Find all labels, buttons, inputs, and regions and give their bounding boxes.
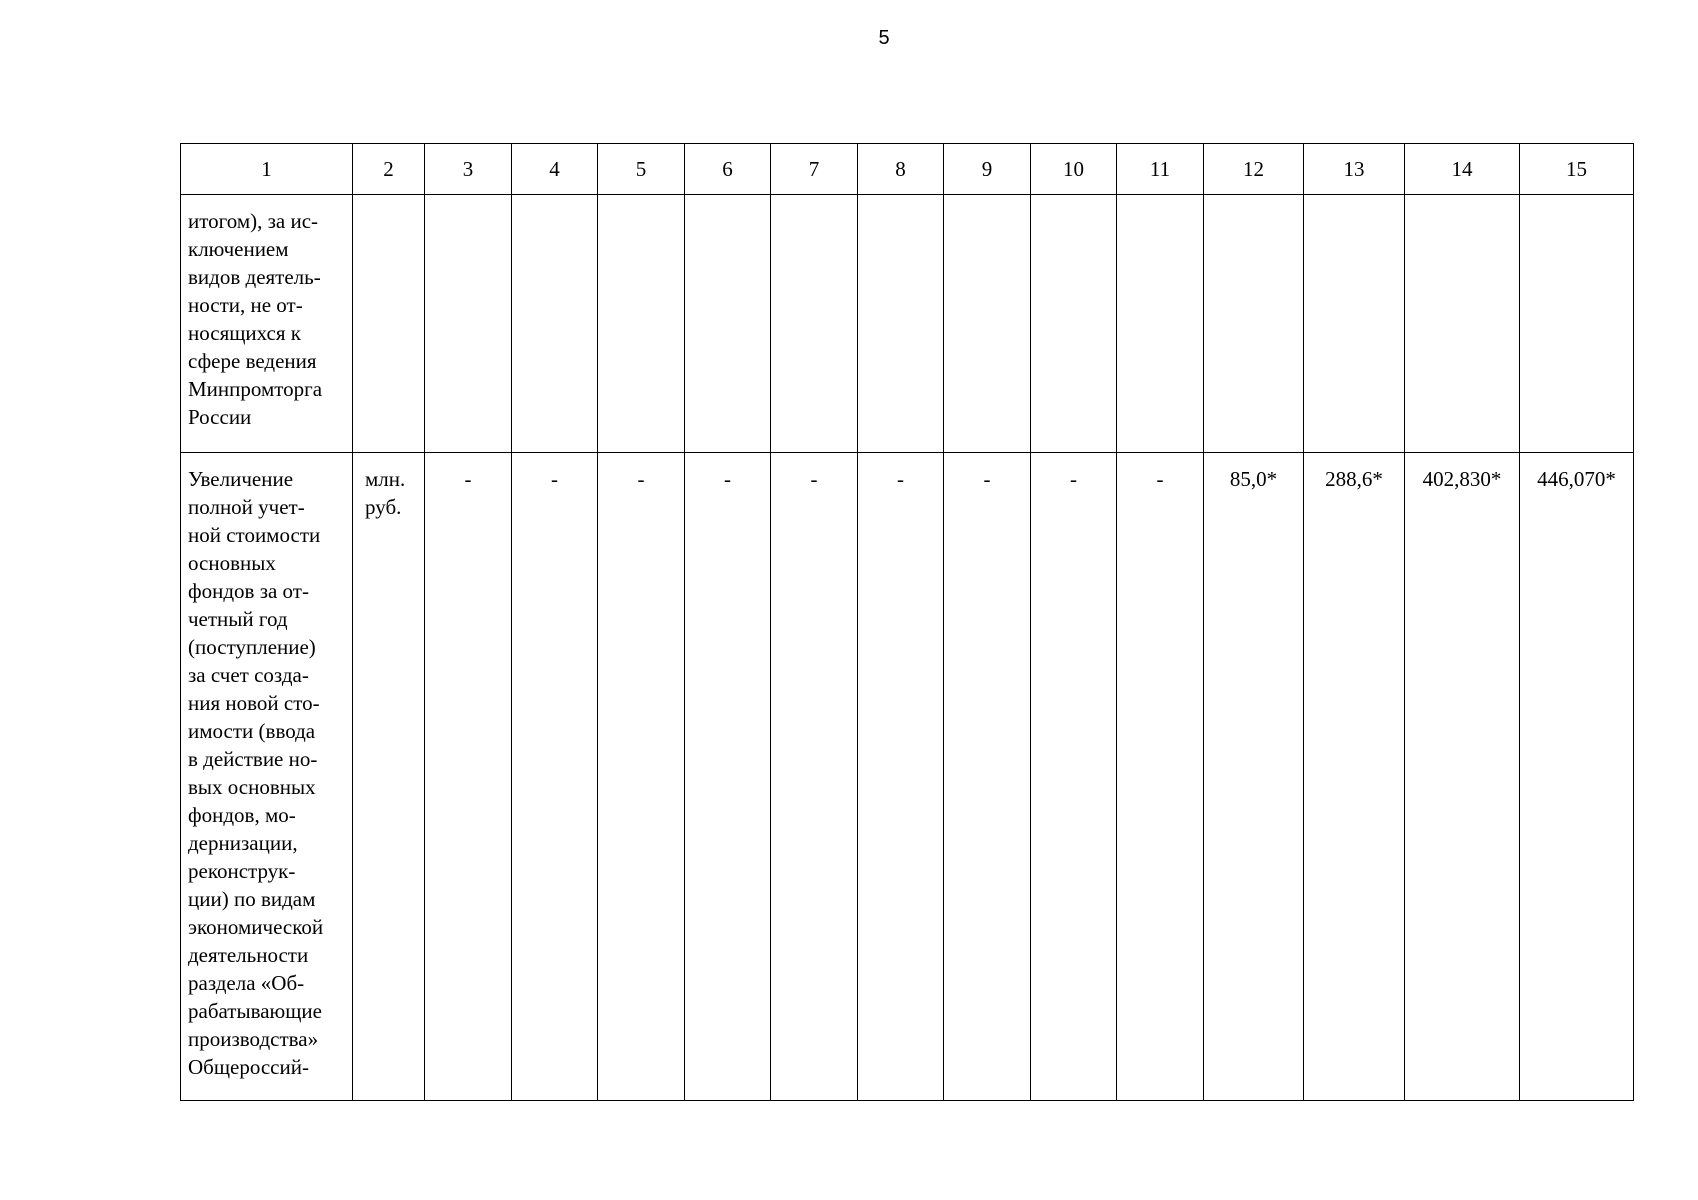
unit-line: млн. [365,467,406,491]
value-cell-col-15: 446,070* [1520,453,1634,1101]
description-line: в действие но- [188,747,318,771]
value-cell-col-12: 85,0* [1204,453,1304,1101]
column-header-7: 7 [771,144,858,195]
column-header-1: 1 [181,144,353,195]
column-header-5: 5 [598,144,685,195]
description-line: рабатывающие [188,999,322,1023]
column-header-15: 15 [1520,144,1634,195]
column-header-3: 3 [425,144,512,195]
value-cell-col-7 [771,195,858,453]
page-number: 5 [878,27,890,49]
description-cell [181,453,353,1101]
column-header-8: 8 [858,144,944,195]
description-line: ции) по видам [188,887,316,911]
unit-cell [353,453,425,1101]
value-cell-col-8 [858,195,944,453]
value-cell-col-10: - [1031,453,1117,1101]
value-cell-col-12 [1204,195,1304,453]
description-line: носящихся к [188,321,301,345]
value-cell-col-5 [598,195,685,453]
description-line: реконструк- [188,859,296,883]
value-cell-col-14: 402,830* [1405,453,1520,1101]
value-cell-col-13 [1304,195,1405,453]
description-line: видов деятель- [188,265,321,289]
unit-line: руб. [365,495,402,519]
description-line: Увеличение [188,467,294,491]
description-line: экономической [188,915,324,939]
value-cell-col-6 [685,195,771,453]
value-cell-col-14 [1405,195,1520,453]
value-cell-col-11 [1117,195,1204,453]
description-line: дернизации, [188,831,298,855]
description-line: итогом), за ис- [188,209,319,233]
description-line: раздела «Об- [188,971,305,995]
value-cell-col-9: - [944,453,1031,1101]
description-line: вых основных [188,775,316,799]
column-header-6: 6 [685,144,771,195]
table-row [181,453,1634,1101]
column-header-4: 4 [512,144,598,195]
value-cell-col-10 [1031,195,1117,453]
description-line: основных [188,551,276,575]
description-line: Общероссий- [188,1055,309,1079]
value-cell-col-9 [944,195,1031,453]
value-cell-col-15 [1520,195,1634,453]
value-cell-col-3 [425,195,512,453]
table-row [181,195,1634,453]
value-cell-col-4: - [512,453,598,1101]
column-header-10: 10 [1031,144,1117,195]
description-line: полной учет- [188,495,305,519]
value-cell-col-6: - [685,453,771,1101]
column-header-13: 13 [1304,144,1405,195]
value-cell-col-13: 288,6* [1304,453,1405,1101]
unit-cell [353,195,425,453]
description-cell [181,195,353,453]
column-header-14: 14 [1405,144,1520,195]
description-line: четный год [188,607,288,631]
column-header-9: 9 [944,144,1031,195]
description-line: за счет созда- [188,663,309,687]
description-line: ной стоимости [188,523,321,547]
description-line: сфере ведения [188,349,317,373]
description-line: деятельности [188,943,309,967]
description-line: имости (ввода [188,719,316,743]
description-line: России [188,405,252,429]
description-line: Минпромторга [188,377,323,401]
value-cell-col-5: - [598,453,685,1101]
description-line: фондов за от- [188,579,309,603]
value-cell-col-4 [512,195,598,453]
data-table [180,143,1634,1101]
description-line: (поступление) [188,635,316,659]
column-header-11: 11 [1117,144,1204,195]
description-line: ния новой сто- [188,691,320,715]
column-header-2: 2 [353,144,425,195]
column-header-12: 12 [1204,144,1304,195]
description-line: производства» [188,1027,319,1051]
description-line: ности, не от- [188,293,303,317]
value-cell-col-3: - [425,453,512,1101]
value-cell-col-11: - [1117,453,1204,1101]
value-cell-col-8: - [858,453,944,1101]
description-line: фондов, мо- [188,803,296,827]
value-cell-col-7: - [771,453,858,1101]
table-header-row [181,144,1634,195]
description-line: ключением [188,237,289,261]
